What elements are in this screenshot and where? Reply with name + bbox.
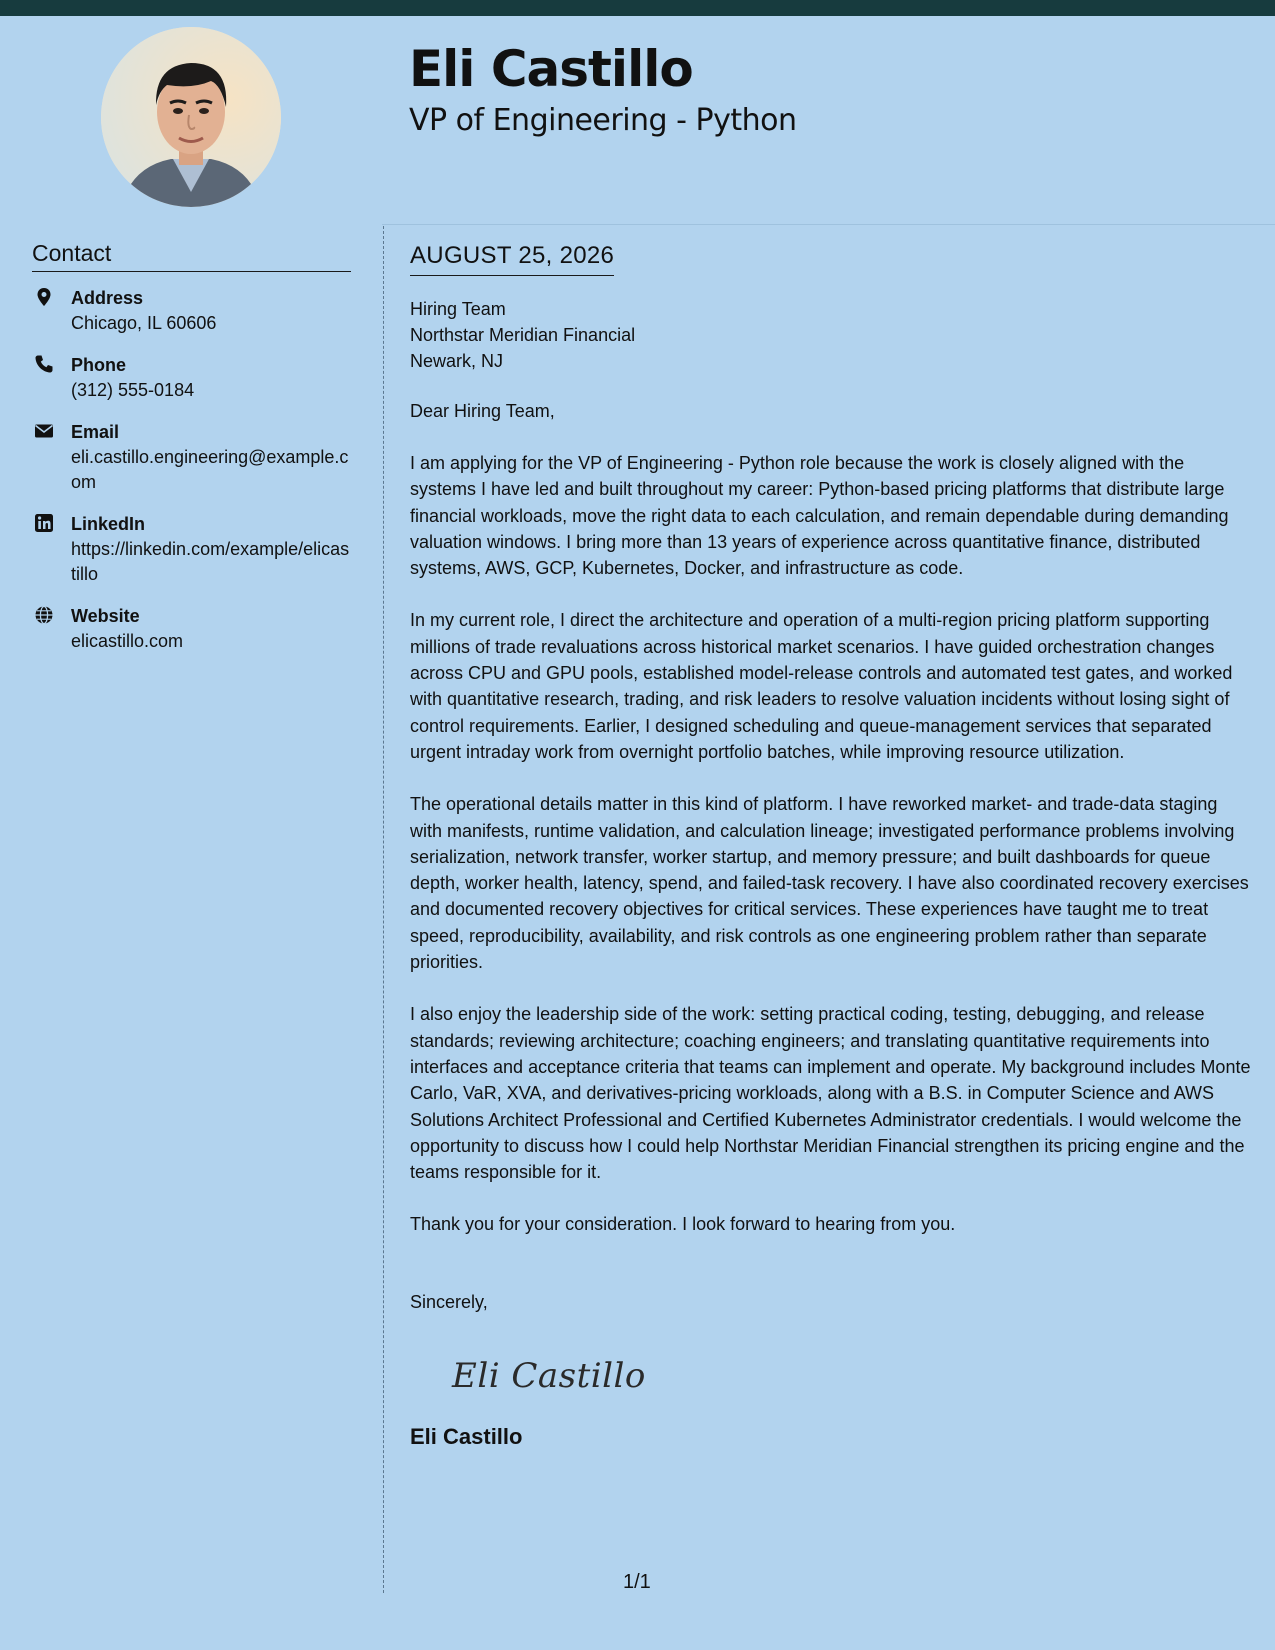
header-name: Eli Castillo: [409, 40, 693, 98]
letter-paragraph: In my current role, I direct the architecture and operation of a multi-region pricing platform supporting millions of trade revaluations across historical market scenarios. I have guided orchestration changes across CPU and GPU pools, established model-release controls and automated test gates, and worked with quantitative research, trading, and risk leaders to resolve valuation incidents without losing sight of control requirements. Earlier, I designed scheduling and queue-management services that separated urgent intraday work from overnight portfolio batches, while improving resource utilization.: [410, 610, 1233, 762]
contact-phone: [32, 353, 351, 403]
globe-icon: [34, 605, 54, 625]
contact-heading: Contact: [32, 240, 351, 272]
top-accent-bar: [0, 0, 1275, 16]
contact-label: Email: [71, 422, 120, 442]
phone-icon: [34, 354, 54, 374]
contact-label: Phone: [71, 355, 127, 375]
contact-value: Chicago, IL 60606: [71, 313, 217, 333]
letter-date: AUGUST 25, 2026: [410, 242, 614, 276]
letter-paragraph: I also enjoy the leadership side of the work: setting practical coding, testing, debugging, and release standards; reviewing architecture; coaching engineers; and translating quantitative requirements into interfaces and acceptance criteria that teams can implement and operate. My background includes Monte Carlo, VaR, XVA, and derivatives-pricing workloads, along with a B.S. in Computer Science and AWS Solutions Architect Professional and Certified Kubernetes Administrator credentials. I would welcome the opportunity to discuss how I could help Northstar Meridian Financial strengthen its pricing engine and the teams responsible for it.: [410, 1004, 1251, 1183]
header-divider: [382, 224, 1275, 225]
signature-text: Eli Castillo: [452, 1355, 646, 1396]
contact-email: [32, 420, 351, 495]
signoff-name: Eli Castillo: [410, 1423, 523, 1449]
recipient-line: Northstar Meridian Financial: [410, 325, 636, 345]
letter-paragraph: Thank you for your consideration. I look forward to hearing from you.: [410, 1214, 956, 1235]
letter-paragraph: The operational details matter in this kind of platform. I have reworked market- and trade-data staging with manifests, runtime validation, and calculation lineage; investigated performance problems involving serialization, network transfer, worker startup, and memory pressure; and built dashboards for queue depth, worker health, latency, spend, and failed-task recovery. I have also coordinated recovery exercises and documented recovery objectives for critical services. These experiences have taught me to treat speed, reproducibility, availability, and risk controls as one engineering problem rather than separate priorities.: [410, 794, 1249, 973]
contact-list: [32, 286, 351, 654]
column-divider: [383, 226, 384, 1593]
signature-image: [450, 1345, 680, 1403]
contact-value[interactable]: elicastillo.com: [71, 631, 184, 651]
contact-label: Website: [71, 606, 140, 626]
recipient-line: Newark, NJ: [410, 351, 504, 371]
avatar: [101, 27, 281, 207]
contact-value[interactable]: eli.castillo.engineering@example.com: [71, 447, 349, 492]
map-pin-icon: [34, 287, 54, 307]
recipient-line: Hiring Team: [410, 299, 506, 319]
recipient-block: [410, 296, 1252, 374]
contact-value[interactable]: https://linkedin.com/example/elicastillo: [71, 539, 350, 584]
closing: Sincerely,: [410, 1291, 488, 1312]
greeting: Dear Hiring Team,: [410, 401, 555, 421]
envelope-icon: [34, 421, 54, 441]
contact-label: Address: [71, 288, 144, 308]
contact-address: [32, 286, 351, 336]
contact-value: (312) 555-0184: [71, 380, 195, 400]
contact-website: [32, 604, 351, 654]
cover-letter: [410, 242, 1252, 1450]
linkedin-icon: [34, 513, 54, 533]
contact-linkedin: [32, 512, 351, 587]
header-job-title: VP of Engineering - Python: [409, 103, 797, 138]
sidebar: [32, 240, 351, 671]
letter-paragraph: I am applying for the VP of Engineering - Python role because the work is closely aligned with the systems I have led and built throughout my career: Python-based pricing platforms that distribute large financial workloads, move the right data to each calculation, and remain dependable during demanding valuation windows. I bring more than 13 years of experience across quantitative finance, distributed systems, AWS, GCP, Kubernetes, Docker, and infrastructure as code.: [410, 453, 1229, 579]
page-number: 1/1: [623, 1571, 651, 1593]
contact-label: LinkedIn: [71, 514, 146, 534]
